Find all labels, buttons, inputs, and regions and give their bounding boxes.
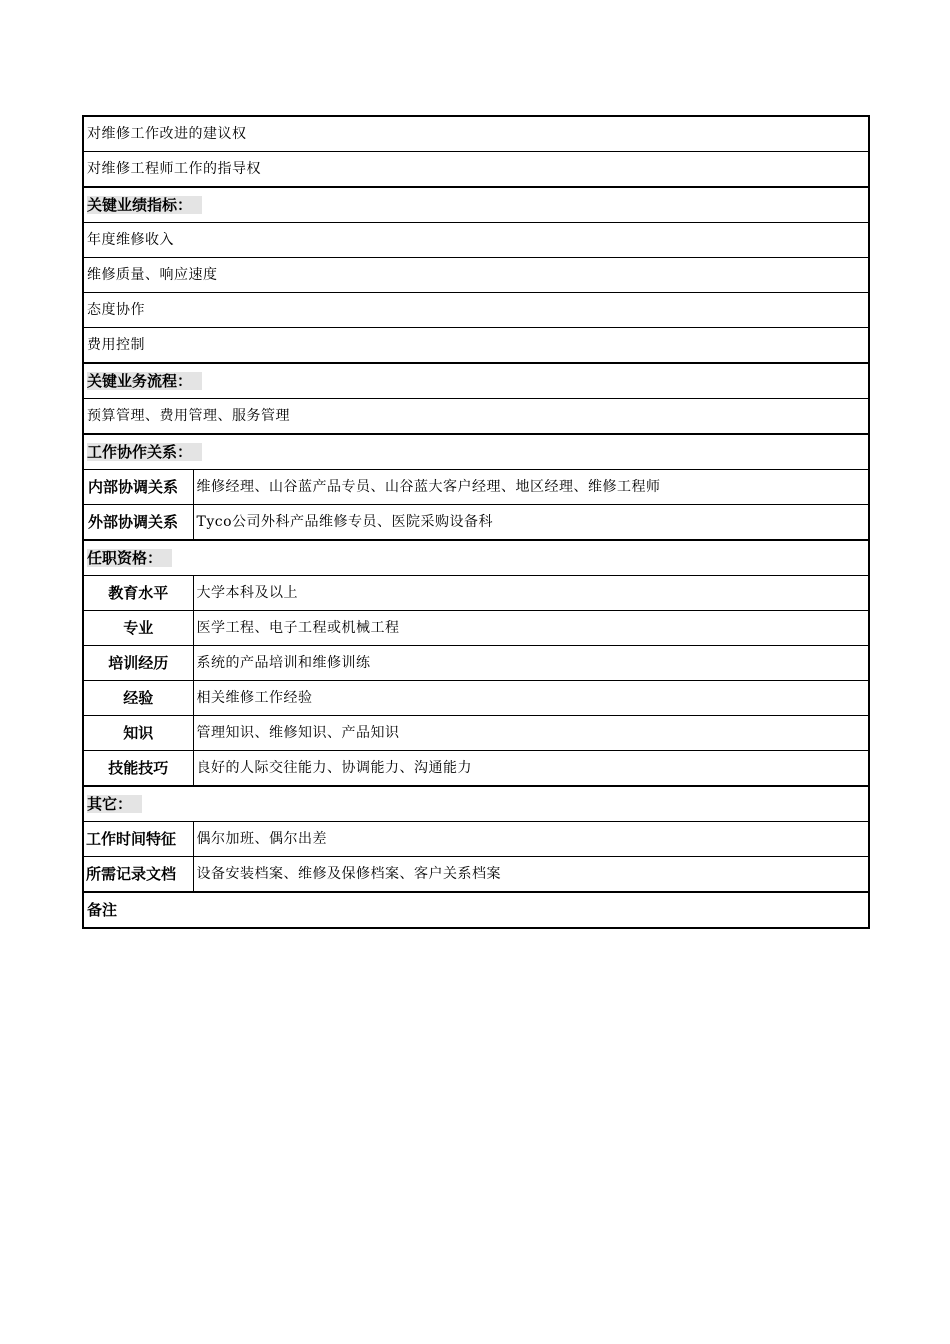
- qualification-heading-label: 任职资格：: [87, 549, 172, 567]
- rights-row: [83, 152, 869, 188]
- kpi-heading-label: 关键业绩指标：: [87, 196, 202, 214]
- records-row: [83, 857, 869, 893]
- qualification-row: [83, 716, 869, 751]
- work-time-value: 偶尔加班、偶尔出差: [193, 822, 869, 857]
- cooperation-heading: [83, 434, 869, 470]
- internal-coordination-label: 内部协调关系: [83, 470, 193, 505]
- qualification-row: [83, 646, 869, 681]
- cooperation-heading-row: [83, 434, 869, 470]
- skills-value: 良好的人际交往能力、协调能力、沟通能力: [193, 751, 869, 787]
- education-value: 大学本科及以上: [193, 576, 869, 611]
- other-heading-row: [83, 786, 869, 822]
- kpi-row: [83, 293, 869, 328]
- qualification-row: [83, 576, 869, 611]
- qualification-row: [83, 611, 869, 646]
- external-coordination-value: Tyco公司外科产品维修专员、医院采购设备科: [193, 505, 869, 541]
- other-heading: [83, 786, 869, 822]
- kpi-row: [83, 258, 869, 293]
- major-value: 医学工程、电子工程或机械工程: [193, 611, 869, 646]
- qualification-heading: [83, 540, 869, 576]
- qualification-heading-row: [83, 540, 869, 576]
- kpi-heading-row: [83, 187, 869, 223]
- right-item: 对维修工程师工作的指导权: [83, 152, 869, 188]
- cooperation-heading-label: 工作协作关系：: [87, 443, 202, 461]
- kpi-item: 维修质量、响应速度: [83, 258, 869, 293]
- process-row: [83, 399, 869, 435]
- experience-value: 相关维修工作经验: [193, 681, 869, 716]
- external-coordination-row: [83, 505, 869, 541]
- training-value: 系统的产品培训和维修训练: [193, 646, 869, 681]
- job-description-table: [82, 115, 870, 929]
- training-label: 培训经历: [83, 646, 193, 681]
- qualification-row: [83, 681, 869, 716]
- records-value: 设备安装档案、维修及保修档案、客户关系档案: [193, 857, 869, 893]
- internal-coordination-row: [83, 470, 869, 505]
- work-time-row: [83, 822, 869, 857]
- knowledge-value: 管理知识、维修知识、产品知识: [193, 716, 869, 751]
- process-heading-row: [83, 363, 869, 399]
- internal-coordination-value: 维修经理、山谷蓝产品专员、山谷蓝大客户经理、地区经理、维修工程师: [193, 470, 869, 505]
- records-label: 所需记录文档: [83, 857, 193, 893]
- remarks-label: 备注: [83, 892, 869, 928]
- external-coordination-label: 外部协调关系: [83, 505, 193, 541]
- skills-label: 技能技巧: [83, 751, 193, 787]
- right-item: 对维修工作改进的建议权: [83, 116, 869, 152]
- work-time-label: 工作时间特征: [83, 822, 193, 857]
- kpi-heading: [83, 187, 869, 223]
- process-heading: [83, 363, 869, 399]
- other-heading-label: 其它：: [87, 795, 142, 813]
- qualification-row: [83, 751, 869, 787]
- process-item: 预算管理、费用管理、服务管理: [83, 399, 869, 435]
- kpi-item: 费用控制: [83, 328, 869, 364]
- major-label: 专业: [83, 611, 193, 646]
- kpi-item: 年度维修收入: [83, 223, 869, 258]
- kpi-row: [83, 223, 869, 258]
- experience-label: 经验: [83, 681, 193, 716]
- kpi-row: [83, 328, 869, 364]
- remarks-row: [83, 892, 869, 928]
- education-label: 教育水平: [83, 576, 193, 611]
- kpi-item: 态度协作: [83, 293, 869, 328]
- knowledge-label: 知识: [83, 716, 193, 751]
- rights-row: [83, 116, 869, 152]
- process-heading-label: 关键业务流程：: [87, 372, 202, 390]
